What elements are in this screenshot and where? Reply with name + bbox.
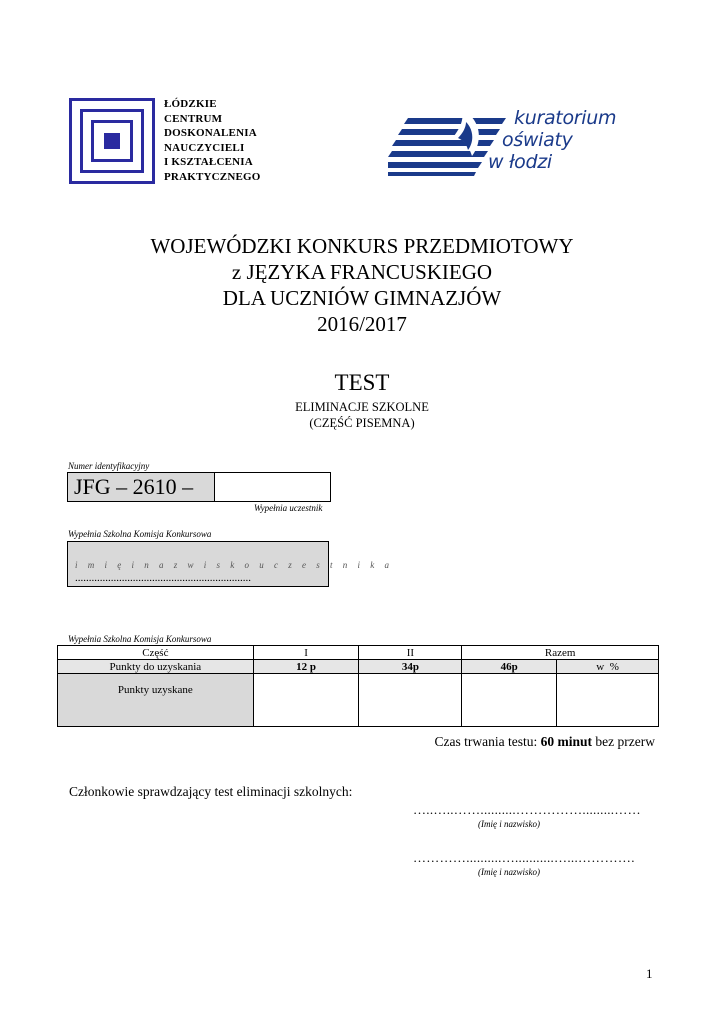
student-name-dots: ................................................................ [75, 572, 251, 584]
header-cell: Razem [462, 646, 659, 660]
org-line: NAUCZYCIELI [164, 141, 245, 154]
org-line: PRAKTYCZNEGO [164, 170, 261, 183]
logo-square-core [104, 133, 120, 149]
org-line: DOSKONALENIA [164, 127, 257, 140]
header-cell: Część [58, 646, 254, 660]
test-heading: TEST [334, 370, 390, 395]
table-header-row [58, 646, 659, 660]
test-duration [435, 734, 655, 750]
points-max-cell: 12 p [253, 660, 359, 674]
kuratorium-line: w łodzi [488, 151, 552, 173]
table-row-points-max [58, 660, 659, 674]
org-line: ŁÓDZKIE [164, 98, 217, 110]
points-max-label: Punkty do uzyskania [58, 660, 254, 674]
points-obtained-field[interactable] [359, 674, 462, 727]
name-label: Wypełnia Szkolna Komisja Konkursowa [68, 529, 212, 539]
header-cell: I [253, 646, 359, 660]
kuratorium-line: oświaty [502, 129, 573, 151]
table-row-points-obtained [58, 674, 659, 727]
duration-suffix: bez przerw [592, 734, 655, 749]
points-percent-cell: w % [557, 660, 659, 674]
test-subtitle-part: (CZĘŚĆ PISEMNA) [309, 416, 415, 430]
id-code: JFG – 2610 – [68, 473, 215, 501]
student-name-box[interactable] [67, 541, 393, 587]
title-line: DLA UCZNIÓW GIMNAZJÓW [222, 286, 502, 310]
student-name-placeholder: i m i ę i n a z w i s k o u c z e s t n i k a [75, 560, 393, 570]
duration-prefix: Czas trwania testu: [434, 734, 541, 749]
kuratorium-line: kuratorium [514, 107, 617, 129]
points-obtained-field[interactable] [253, 674, 359, 727]
page-number: 1 [646, 966, 653, 981]
points-obtained-field[interactable] [462, 674, 557, 727]
title-line: WOJEWÓDZKI KONKURS PRZEDMIOTOWY [150, 234, 574, 258]
table-label: Wypełnia Szkolna Komisja Konkursowa [68, 634, 212, 644]
title-line: 2016/2017 [317, 312, 407, 336]
score-table [57, 645, 659, 727]
test-subtitle: ELIMINACJE SZKOLNE [295, 400, 429, 414]
org-line: CENTRUM [164, 112, 223, 125]
id-label: Numer identyfikacyjny [68, 461, 150, 471]
duration-value: 60 minut [540, 734, 593, 749]
member-signature-line[interactable]: …..…..……..........…………….........…… [413, 802, 641, 817]
kuratorium-logo [388, 100, 618, 180]
member-signature-line[interactable]: …………..........…...........…...…………. [413, 850, 635, 865]
points-obtained-field[interactable] [557, 674, 659, 727]
title-line: z JĘZYKA FRANCUSKIEGO [231, 260, 493, 284]
id-number-box [67, 472, 331, 502]
org-line: I KSZTAŁCENIA [164, 156, 253, 169]
competition-title [0, 233, 724, 337]
org-name [164, 97, 261, 185]
id-note: Wypełnia uczestnik [254, 503, 323, 513]
id-number-field[interactable] [215, 473, 330, 501]
points-obtained-label: Punkty uzyskane [58, 674, 254, 727]
points-max-cell: 46p [462, 660, 557, 674]
points-max-cell: 34p [359, 660, 462, 674]
odn-logo [69, 98, 155, 184]
members-label: Członkowie sprawdzający test eliminacji szkolnych: [69, 784, 353, 799]
header-cell: II [359, 646, 462, 660]
member-caption: (Imię i nazwisko) [478, 819, 540, 829]
member-caption: (Imię i nazwisko) [478, 867, 540, 877]
